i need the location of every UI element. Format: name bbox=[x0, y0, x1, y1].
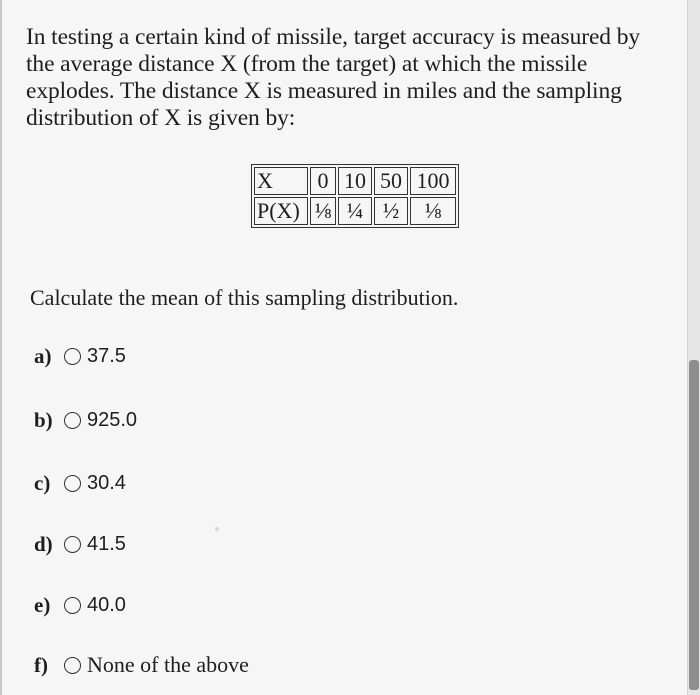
scrollbar-thumb[interactable] bbox=[689, 360, 699, 690]
option-f[interactable] bbox=[34, 652, 249, 678]
option-letter: f) bbox=[34, 652, 48, 677]
table-row-x bbox=[254, 167, 456, 195]
table-cell: 50 bbox=[374, 167, 408, 195]
option-e[interactable] bbox=[34, 593, 126, 618]
radio-button[interactable] bbox=[64, 597, 81, 614]
scrollbar-track[interactable] bbox=[687, 0, 700, 695]
distribution-table bbox=[251, 164, 459, 228]
table-cell: ½ bbox=[374, 197, 408, 225]
option-letter: c) bbox=[34, 471, 51, 495]
question-text: In testing a certain kind of missile, target accuracy is measured by the average distance X (from the target) at which the missile explodes. The distance X is measured in miles and the sampling distribution of X is given by: bbox=[26, 24, 640, 131]
option-value: 37.5 bbox=[87, 345, 126, 367]
option-value: None of the above bbox=[87, 652, 249, 677]
table-cell: ¼ bbox=[338, 197, 372, 225]
option-d[interactable] bbox=[34, 532, 126, 557]
decorative-dot bbox=[215, 527, 219, 531]
option-c[interactable] bbox=[34, 471, 126, 496]
radio-button[interactable] bbox=[64, 412, 81, 429]
table-row-probability bbox=[254, 197, 456, 225]
radio-button[interactable] bbox=[64, 536, 81, 553]
table-header-probability: P(X) bbox=[254, 197, 308, 225]
table-header-x: X bbox=[254, 167, 308, 195]
option-value: 41.5 bbox=[87, 533, 126, 555]
option-value: 40.0 bbox=[87, 594, 126, 616]
option-b[interactable] bbox=[34, 408, 137, 433]
option-letter: e) bbox=[34, 593, 51, 617]
table-cell: ⅛ bbox=[410, 197, 456, 225]
radio-button[interactable] bbox=[64, 657, 81, 674]
option-letter: d) bbox=[34, 532, 53, 556]
option-letter: b) bbox=[34, 408, 53, 432]
option-letter: a) bbox=[34, 344, 52, 368]
option-value: 925.0 bbox=[87, 409, 138, 431]
option-value: 30.4 bbox=[87, 472, 126, 494]
table-cell: 100 bbox=[410, 167, 456, 195]
radio-button[interactable] bbox=[64, 475, 81, 492]
question-prompt: Calculate the mean of this sampling distribution. bbox=[30, 285, 459, 310]
radio-button[interactable] bbox=[64, 348, 81, 365]
table-cell: 0 bbox=[310, 167, 336, 195]
option-a[interactable] bbox=[34, 344, 126, 369]
table-cell: ⅛ bbox=[310, 197, 336, 225]
table-cell: 10 bbox=[338, 167, 372, 195]
